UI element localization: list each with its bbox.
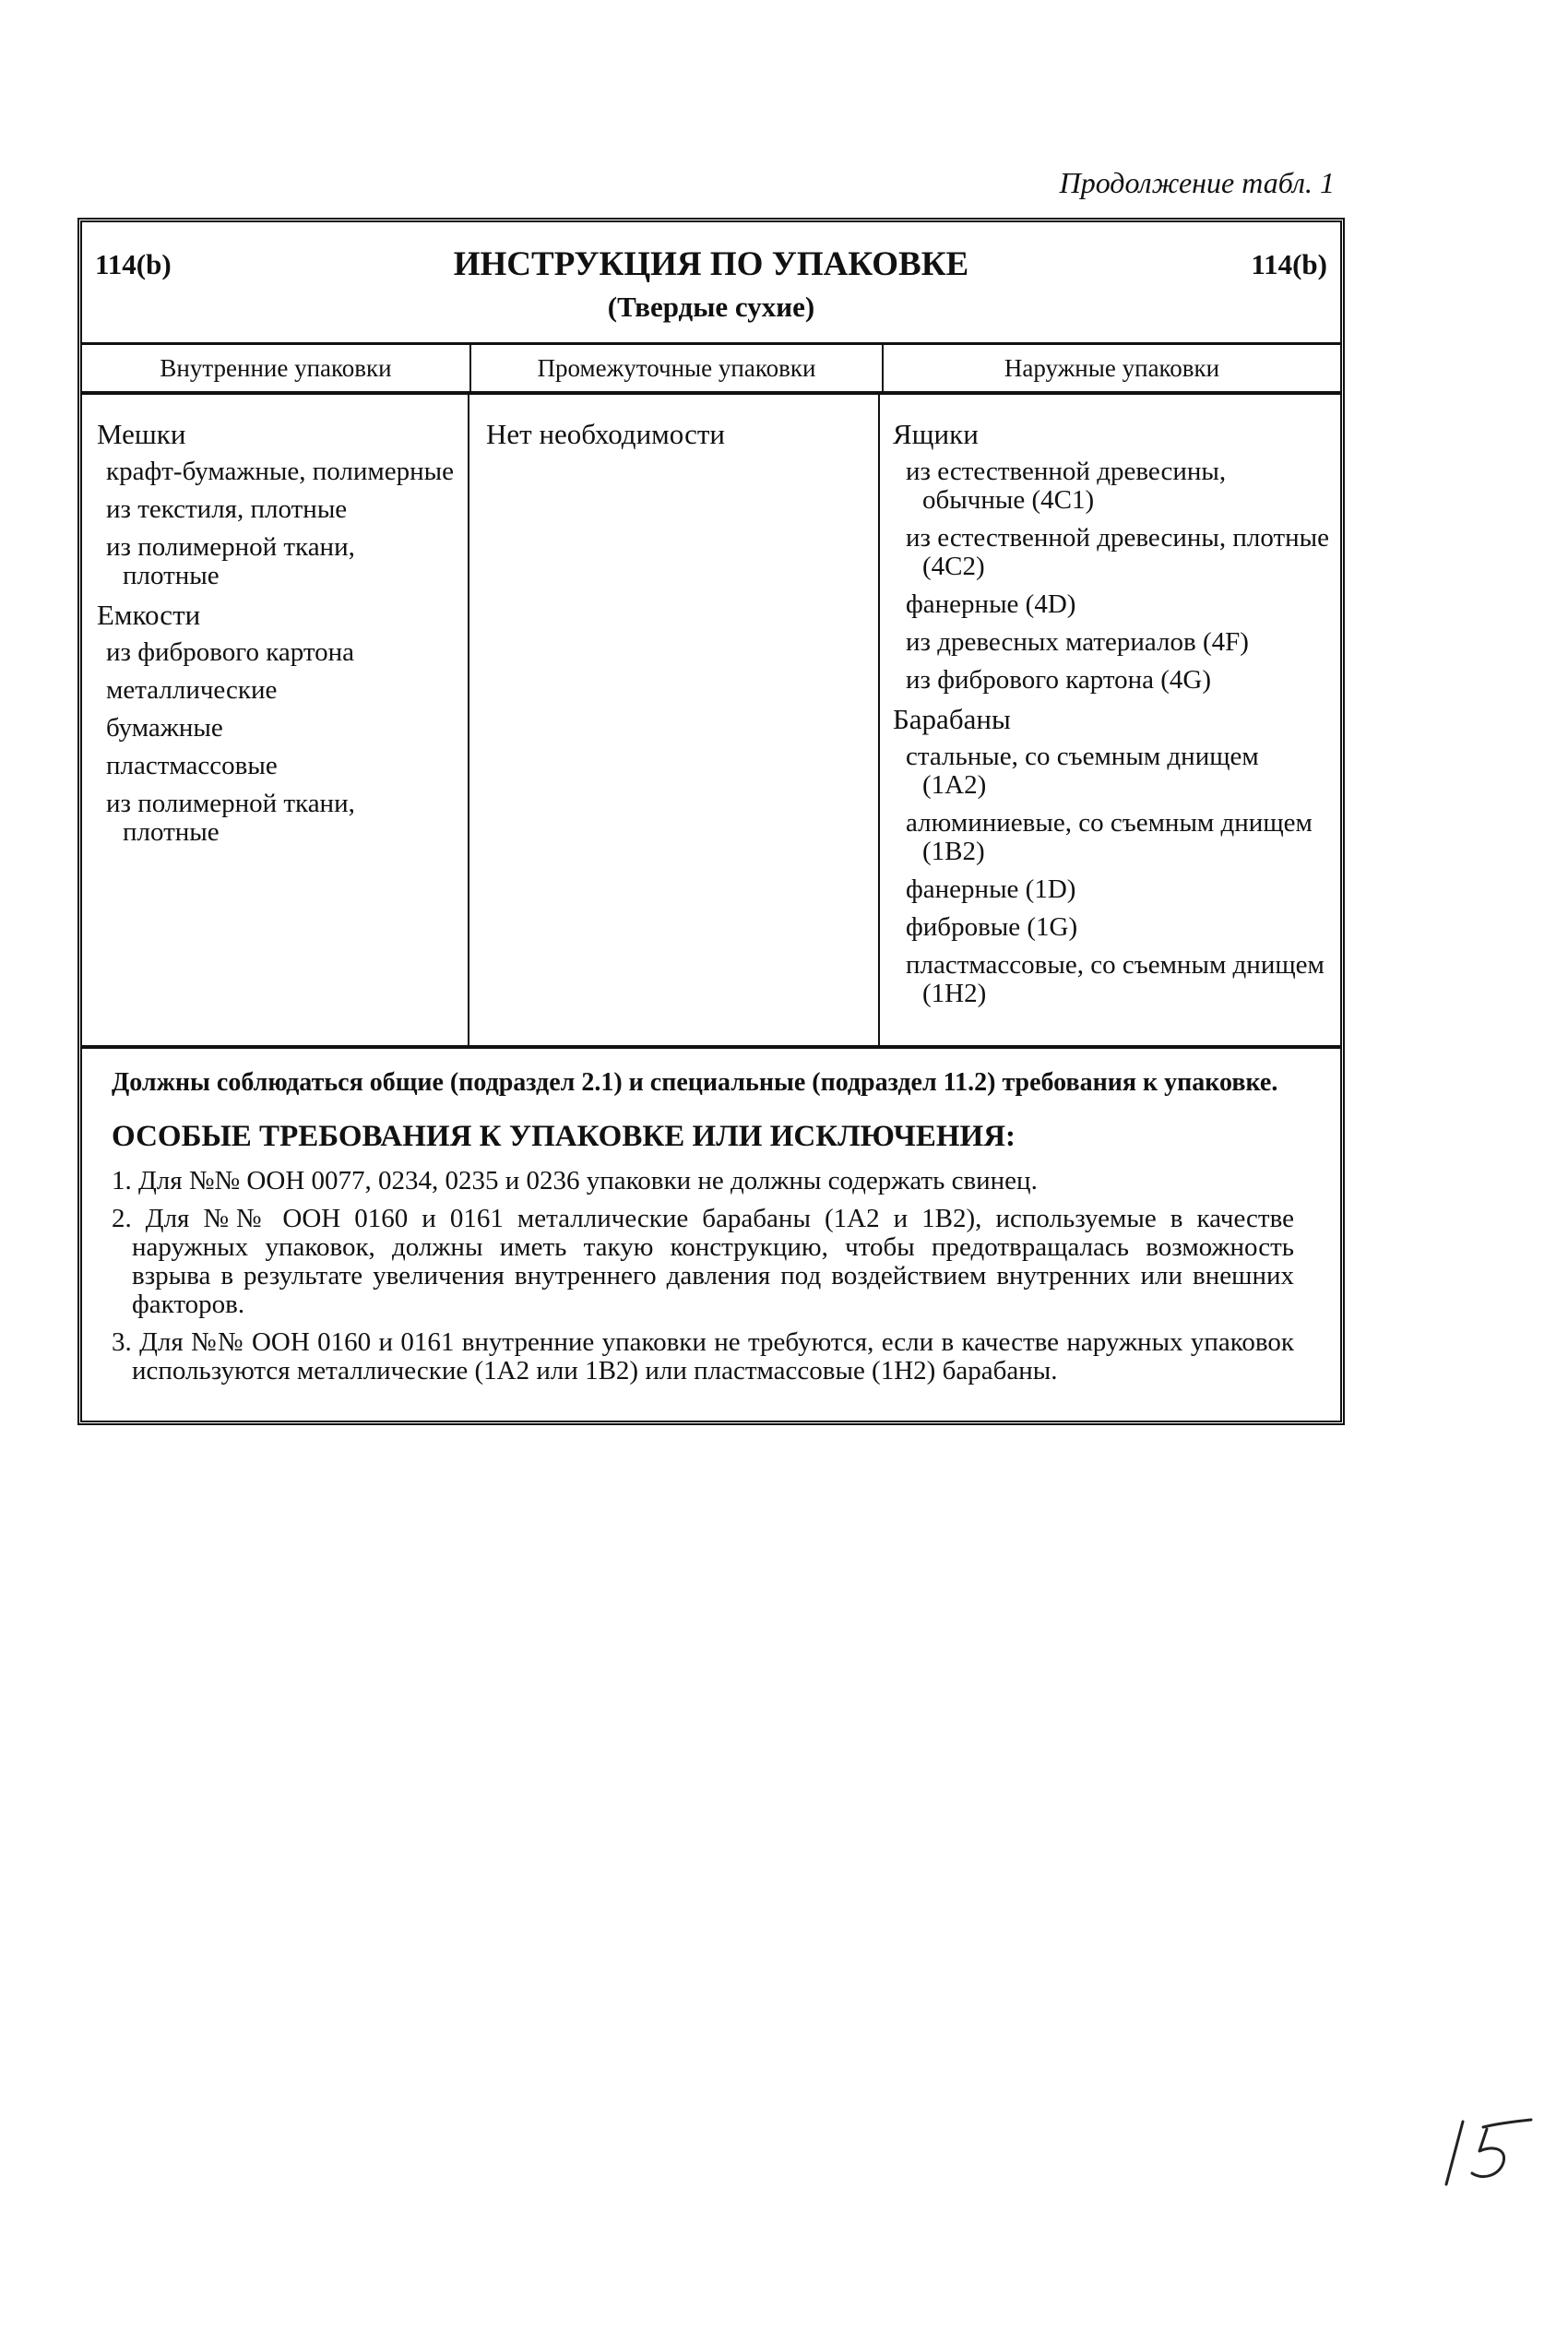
packaging-group: Мешки	[97, 418, 186, 450]
packaging-item: бумажные	[106, 713, 223, 743]
intermediate-packagings-cell	[469, 395, 880, 1045]
instruction-code-left: 114(b)	[95, 248, 172, 280]
packaging-item: пластмассовые, со съемным днищем (1H2)	[906, 950, 1324, 1008]
packagings-row	[82, 395, 1340, 1049]
instruction-subtitle: (Твердые сухие)	[607, 291, 815, 323]
packaging-item: из текстиля, плотные	[106, 494, 348, 524]
packing-instruction-table	[77, 218, 1345, 1425]
continuation-label: Продолжение табл. 1	[1059, 166, 1335, 199]
table-header	[82, 222, 1340, 345]
column-header-inner: Внутренние упаковки	[82, 345, 471, 391]
packaging-group: Ящики	[893, 418, 979, 450]
packaging-item: из фибрового картона	[106, 637, 355, 667]
packaging-item: фибровые (1G)	[906, 912, 1078, 942]
instruction-code-right: 114(b)	[1251, 248, 1327, 280]
packaging-item: металлические	[106, 675, 278, 705]
column-headers	[82, 345, 1340, 395]
special-requirements-list	[112, 1167, 1294, 1386]
packaging-item: из полимерной ткани, плотные	[106, 532, 355, 590]
special-requirement-item: 2. Для №№ ООН 0160 и 0161 металлические барабаны (1A2 и 1B2), используемые в качестве наружных упаковок, должны иметь такую конструкцию, чтобы предотвращалась возможность взрыва в результате увеличения внутреннего давления под воздействием внутренних или внешних факторов.	[112, 1204, 1294, 1319]
general-requirements: Должны соблюдаться общие (подраздел 2.1) и специальные (подраздел 11.2) требования к упаковке.	[112, 1068, 1278, 1097]
packaging-item: из фибрового картона (4G)	[906, 665, 1212, 695]
packaging-item: фанерные (1D)	[906, 874, 1076, 904]
special-requirements-heading: ОСОБЫЕ ТРЕБОВАНИЯ К УПАКОВКЕ ИЛИ ИСКЛЮЧЕНИЯ:	[112, 1120, 1016, 1153]
special-requirement-item: 3. Для №№ ООН 0160 и 0161 внутренние упаковки не требуются, если в качестве наружных упаковок используются металлические (1A2 или 1B2) или пластмассовые (1H2) барабаны.	[112, 1327, 1294, 1386]
packaging-item: из полимерной ткани, плотные	[106, 789, 355, 847]
inner-packagings-cell	[82, 395, 469, 1045]
intermediate-packagings-value: Нет необходимости	[486, 418, 725, 450]
packaging-item: алюминиевые, со съемным днищем (1B2)	[906, 808, 1313, 866]
packaging-item: из естественной древесины, обычные (4C1)	[906, 457, 1227, 515]
requirements-section	[82, 1049, 1340, 1421]
packaging-item: фанерные (4D)	[906, 589, 1076, 619]
packaging-item: из древесных материалов (4F)	[906, 627, 1249, 657]
instruction-title: ИНСТРУКЦИЯ ПО УПАКОВКЕ	[453, 245, 969, 283]
packaging-group: Емкости	[97, 599, 201, 631]
packaging-item: стальные, со съемным днищем (1A2)	[906, 742, 1259, 800]
outer-packagings-cell	[880, 395, 1340, 1045]
packaging-item: из естественной древесины, плотные (4C2)	[906, 523, 1330, 581]
special-requirement-item: 1. Для №№ ООН 0077, 0234, 0235 и 0236 упаковки не должны содержать свинец.	[112, 1166, 1038, 1195]
packaging-item: пластмассовые	[106, 751, 278, 780]
handwritten-page-mark	[1435, 2114, 1537, 2188]
column-header-intermediate: Промежуточные упаковки	[471, 345, 884, 391]
packaging-item: крафт-бумажные, полимерные	[106, 457, 455, 486]
packaging-group: Барабаны	[893, 703, 1011, 735]
column-header-outer: Наружные упаковки	[1004, 353, 1220, 382]
